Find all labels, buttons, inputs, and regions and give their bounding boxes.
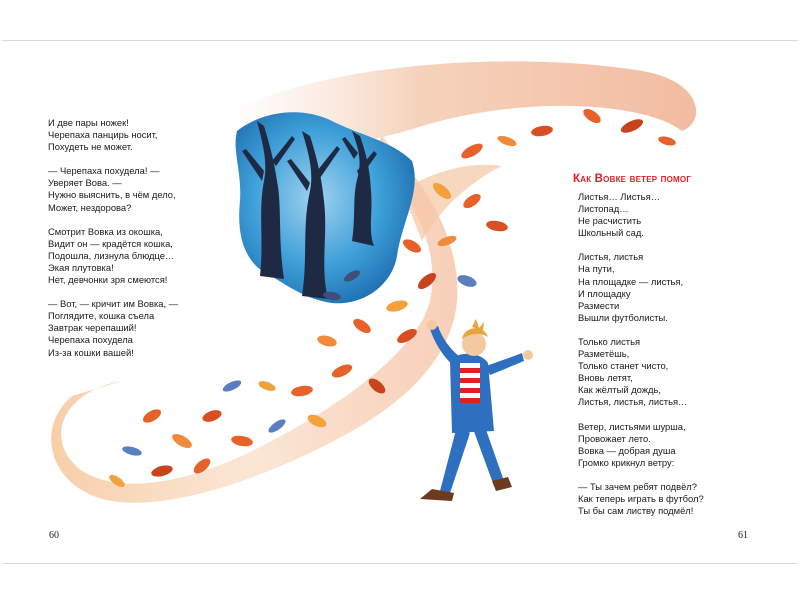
poem-line: Смотрит Вовка из окошка, bbox=[48, 225, 163, 237]
poem-line: Вышли футболисты. bbox=[578, 311, 668, 323]
poem-line: Не расчистить bbox=[578, 215, 642, 227]
stanza bbox=[48, 298, 178, 358]
poem-line: Как жёлтый дождь, bbox=[578, 384, 662, 396]
poem-line: Листья, листья bbox=[578, 251, 644, 263]
poem-title: Как Вовке ветер помог bbox=[573, 173, 692, 185]
poem-line: — Черепаха похудела! — bbox=[48, 165, 160, 177]
poem-line: Завтрак черепаший! bbox=[48, 322, 137, 334]
poem-line: На пути, bbox=[578, 263, 615, 275]
stanza bbox=[578, 336, 704, 409]
poem-line: Похудеть не может. bbox=[48, 141, 133, 153]
poem-line: Может, нездорова? bbox=[48, 201, 132, 213]
poem-line: Вовка — добрая душа bbox=[578, 444, 676, 456]
stanza bbox=[48, 226, 178, 286]
right-poem bbox=[578, 191, 704, 529]
poem-line: Нет, девчонки зря смеются! bbox=[48, 274, 168, 286]
poem-line: Экая плутовка! bbox=[48, 261, 114, 273]
page-number-left: 60 bbox=[49, 530, 59, 541]
book-spread bbox=[2, 40, 798, 564]
poem-line: Поглядите, кошка съела bbox=[48, 310, 155, 322]
poem-line: Только станет чисто, bbox=[578, 360, 669, 372]
poem-line: Ветер, листьями шурша, bbox=[578, 420, 686, 432]
poem-line: Подошла, лизнула блюдце… bbox=[48, 249, 175, 261]
poem-line: Ты бы сам листву подмёл! bbox=[578, 505, 694, 517]
poem-line: Черепаха панцирь носит, bbox=[48, 129, 158, 141]
poem-line: Листопад… bbox=[578, 203, 629, 215]
poem-line: Видит он — крадётся кошка, bbox=[48, 237, 173, 249]
poem-line: Как теперь играть в футбол? bbox=[578, 492, 704, 504]
stanza bbox=[48, 165, 178, 213]
stanza bbox=[578, 421, 704, 469]
poem-line: Уверяет Вова. — bbox=[48, 177, 122, 189]
poem-line: Нужно выяснить, в чём дело, bbox=[48, 189, 176, 201]
poem-line: Размести bbox=[578, 299, 620, 311]
stanza bbox=[578, 481, 704, 517]
poem-line: Только листья bbox=[578, 335, 641, 347]
poem-line: — Вот, — кричит им Вовка, — bbox=[48, 298, 179, 310]
poem-line: На площадке — листья, bbox=[578, 275, 684, 287]
poem-line: Вновь летят, bbox=[578, 372, 633, 384]
poem-line: Листья… Листья… bbox=[578, 191, 661, 202]
poem-line: И две пары ножек! bbox=[48, 117, 129, 128]
poem-line: Громко крикнул ветру: bbox=[578, 456, 675, 468]
poem-line: — Ты зачем ребят подвёл? bbox=[578, 480, 697, 492]
page-number-right: 61 bbox=[738, 530, 748, 541]
stanza bbox=[578, 191, 704, 239]
poem-line: И площадку bbox=[578, 287, 631, 299]
poem-line: Из-за кошки вашей! bbox=[48, 346, 134, 358]
poem-line: Разметёшь, bbox=[578, 348, 630, 360]
poem-line: Провожает лето. bbox=[578, 432, 651, 444]
poem-line: Листья, листья, листья… bbox=[578, 396, 688, 408]
poem-line: Черепаха похудела bbox=[48, 334, 133, 346]
left-poem bbox=[48, 117, 178, 371]
poem-line: Школьный сад. bbox=[578, 227, 644, 239]
stanza bbox=[48, 117, 178, 153]
stanza bbox=[578, 251, 704, 324]
